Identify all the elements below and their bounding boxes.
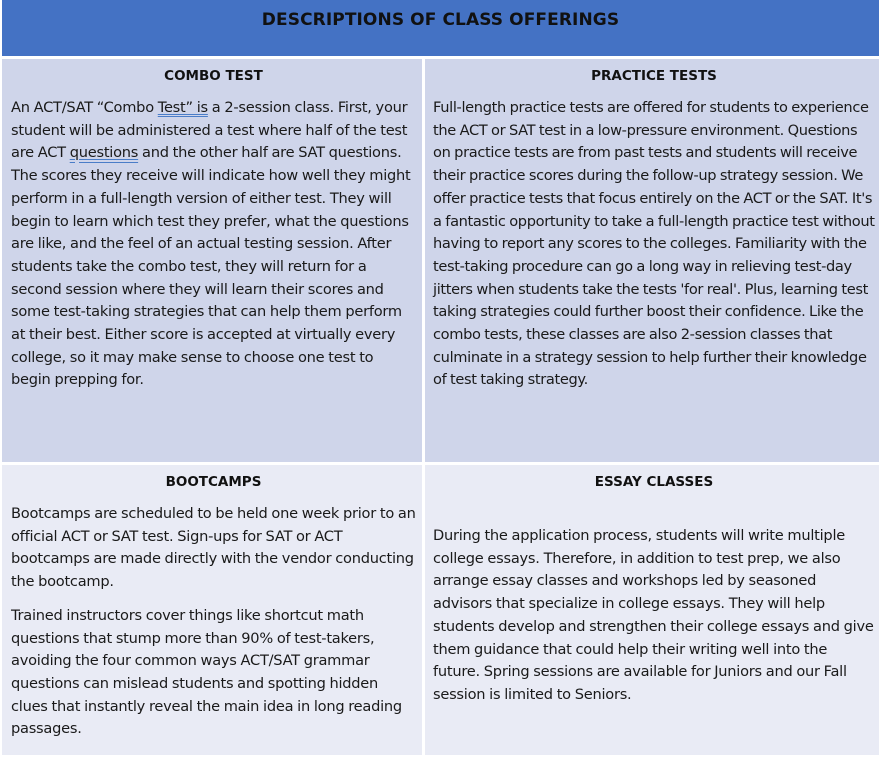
essay-classes-heading: ESSAY CLASSES [594,474,714,490]
bootcamps-paragraph-1: Bootcamps are scheduled to be held one week prior to an official ACT or SAT test. Sign-ups for SAT or ACT bootcamps are made directly with the vendor conducting the bootcamp. [11,505,416,591]
combo-test-heading: COMBO TEST [164,68,263,84]
essay-classes-description: During the application process, students will write multiple college essays. Therefore, in addition to test prep, we also arrange essay classes and workshops led by seasoned advisors that specialize in college essays. They will help students develop and strengthen their college essays and give them guidance that could help their writing well into the future. Spring sessions are available for Juniors and our Fall session is limited to Seniors. [433,527,874,703]
bootcamps-paragraph-2: Trained instructors cover things like shortcut math questions that stump more than 90% of test-takers, avoiding the four common ways ACT/SAT grammar questions can mislead students and spotting hidden clues that instantly reveal the main idea in long reading passages. [11,606,402,738]
combo-test-text-part: a 2-session class. First, your student will be administered a test where half of the test are ACT [11,99,408,162]
combo-test-text-flagged: Test” is [157,99,208,116]
combo-test-text-flagged: questions [69,144,139,162]
practice-tests-heading: PRACTICE TESTS [591,68,717,84]
page-title: DESCRIPTIONS OF CLASS OFFERINGS [261,10,620,30]
practice-tests-cell [425,59,879,462]
bootcamps-heading: BOOTCAMPS [165,474,262,490]
bootcamps-cell [2,465,422,755]
practice-tests-description: Full-length practice tests are offered for students to experience the ACT or SAT test in a low-pressure environment. Questions on practice tests are from past tests and students will receive their practice scores during the follow-up strategy session. We offer practice tests that focus entirely on the ACT or the SAT. It's a fantastic opportunity to take a full-length practice test without having to report any scores to the colleges. Familiarity with the test-taking procedure can go a long way in relieving test-day jitters when students take the tests 'for real'. Plus, learning test taking strategies could further boost their confidence. Like the combo tests, these classes are also 2-session classes that culminate in a strategy session to help further their knowledge of test taking strategy. [433,99,875,389]
combo-test-text-part: and the other half are SAT questions. The scores they receive will indicate how well they might perform in a full-length version of either test. They will begin to learn which test they prefer, what the questions are like, and the feel of an actual testing session. After students take the combo test, they will return for a second session where they will learn their scores and some test-taking strategies that can help them perform at their best. Either score is accepted at virtually every college, so it may make sense to choose one test to begin prepping for. [11,144,411,389]
essay-classes-cell [425,465,879,755]
combo-test-description [11,97,416,392]
table-header [2,0,879,56]
combo-test-text-part: An ACT/SAT “Combo [11,99,158,116]
combo-test-cell [2,59,422,462]
